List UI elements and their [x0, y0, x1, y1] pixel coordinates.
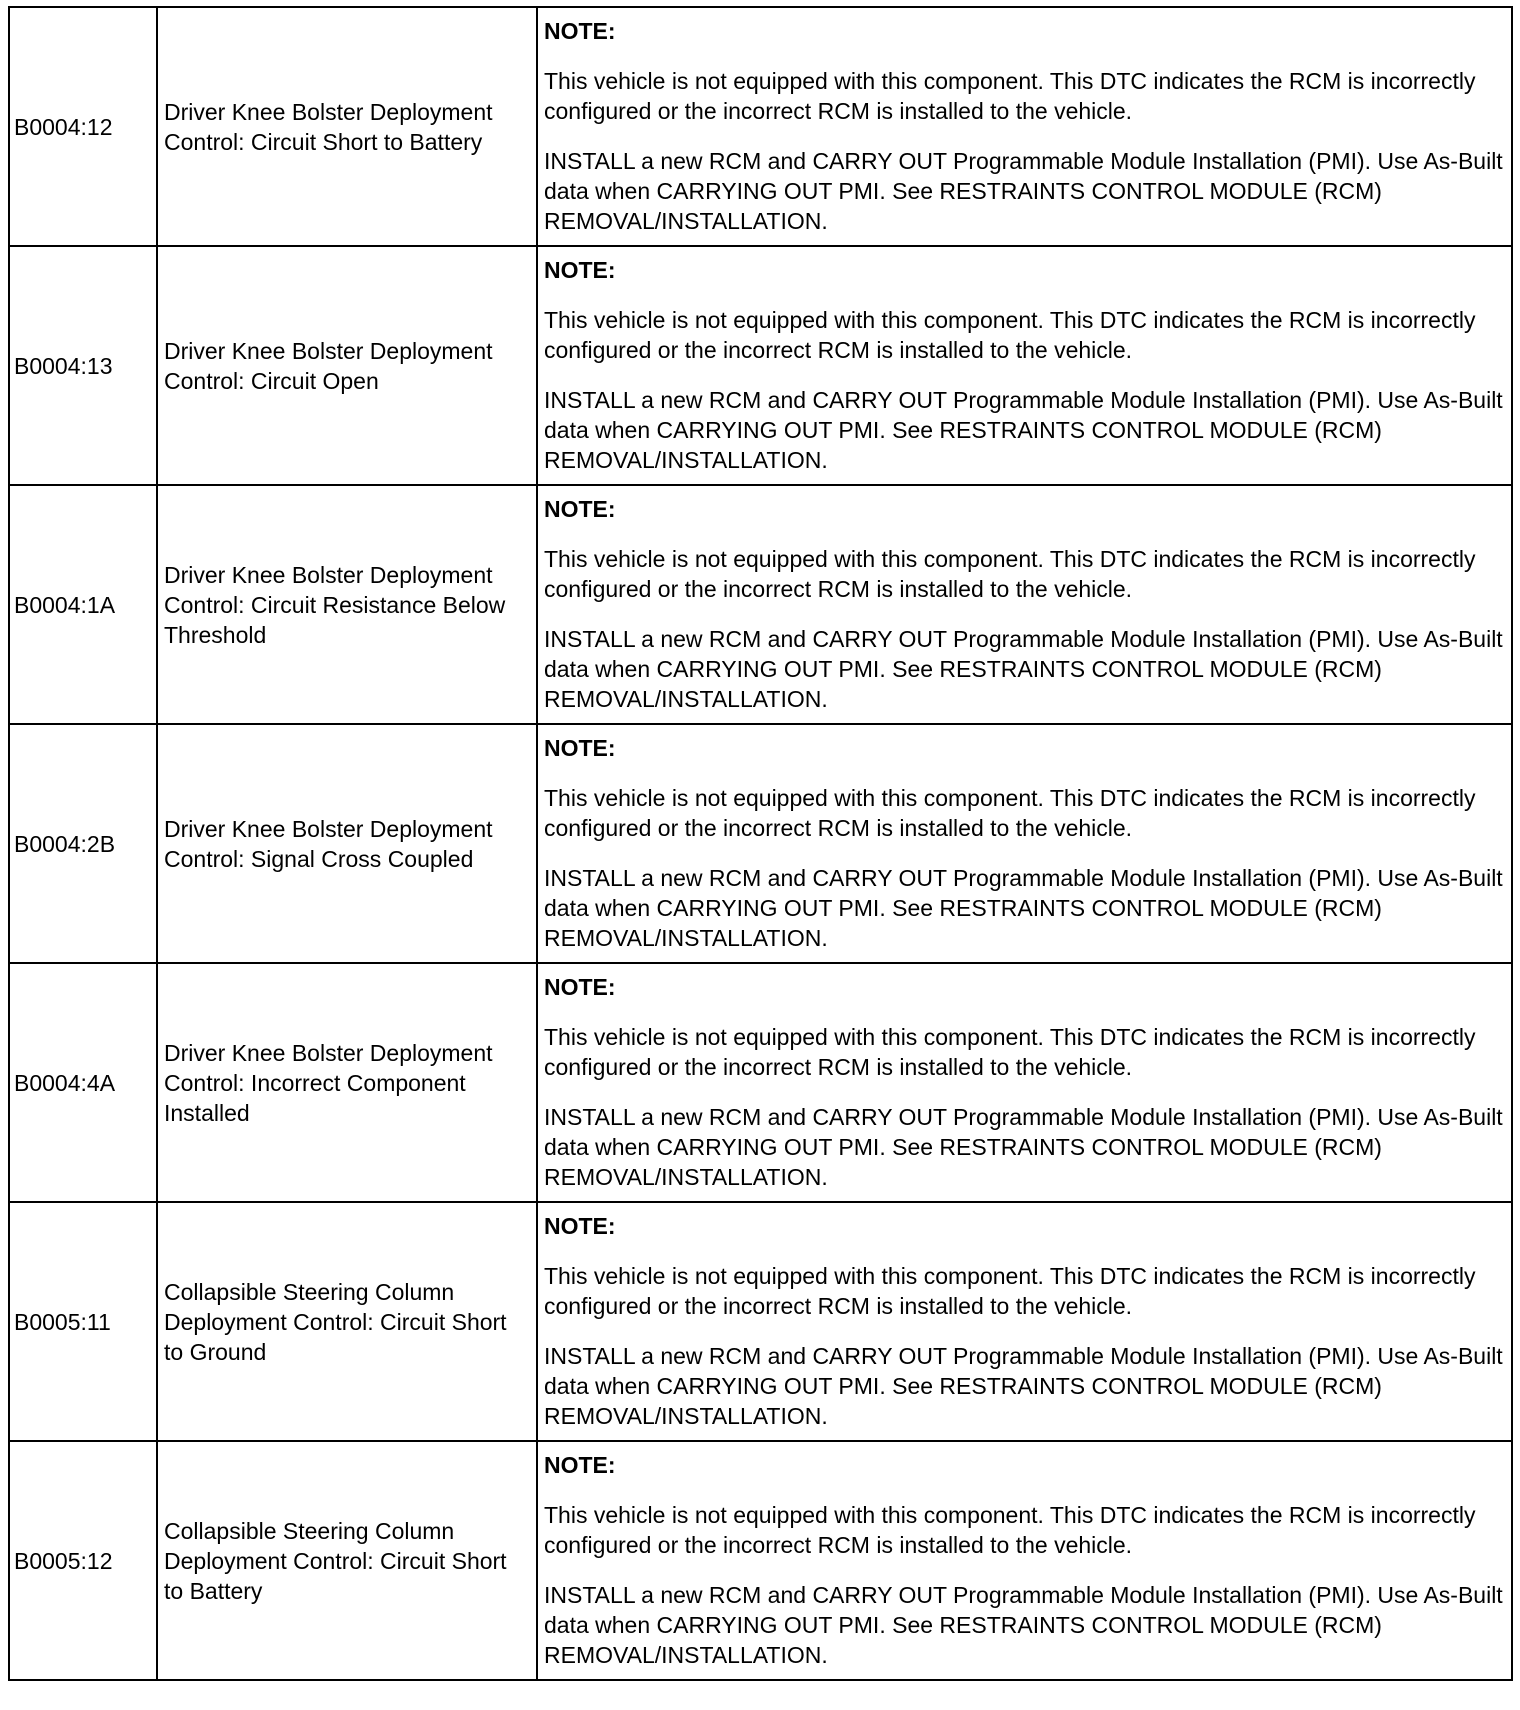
table-row: [9, 963, 1512, 1202]
dtc-description: Collapsible Steering Column Deployment Control: Circuit Short to Battery: [157, 1441, 537, 1680]
action-text: INSTALL a new RCM and CARRY OUT Programmable Module Installation (PMI). Use As-Built data when CARRYING OUT PMI. See RESTRAINTS CONTROL MODULE (RCM) REMOVAL/INSTALLATION.: [544, 148, 1503, 234]
note-text: This vehicle is not equipped with this component. This DTC indicates the RCM is incorrectly configured or the incorrect RCM is installed to the vehicle.: [544, 307, 1476, 363]
note-label: NOTE:: [544, 257, 616, 283]
note-text: This vehicle is not equipped with this component. This DTC indicates the RCM is incorrectly configured or the incorrect RCM is installed to the vehicle.: [544, 1263, 1476, 1319]
action-text: INSTALL a new RCM and CARRY OUT Programmable Module Installation (PMI). Use As-Built data when CARRYING OUT PMI. See RESTRAINTS CONTROL MODULE (RCM) REMOVAL/INSTALLATION.: [544, 1582, 1503, 1668]
dtc-code: B0004:12: [9, 7, 157, 246]
note-text: This vehicle is not equipped with this component. This DTC indicates the RCM is incorrectly configured or the incorrect RCM is installed to the vehicle.: [544, 68, 1476, 124]
dtc-code: B0005:12: [9, 1441, 157, 1680]
dtc-code: B0004:4A: [9, 963, 157, 1202]
table-row: [9, 1202, 1512, 1441]
table-row: [9, 724, 1512, 963]
action-text: INSTALL a new RCM and CARRY OUT Programmable Module Installation (PMI). Use As-Built data when CARRYING OUT PMI. See RESTRAINTS CONTROL MODULE (RCM) REMOVAL/INSTALLATION.: [544, 626, 1503, 712]
note-text: This vehicle is not equipped with this component. This DTC indicates the RCM is incorrectly configured or the incorrect RCM is installed to the vehicle.: [544, 1502, 1476, 1558]
dtc-description: Driver Knee Bolster Deployment Control: Signal Cross Coupled: [157, 724, 537, 963]
dtc-description: Driver Knee Bolster Deployment Control: Circuit Resistance Below Threshold: [157, 485, 537, 724]
note-label: NOTE:: [544, 974, 616, 1000]
action-text: INSTALL a new RCM and CARRY OUT Programmable Module Installation (PMI). Use As-Built data when CARRYING OUT PMI. See RESTRAINTS CONTROL MODULE (RCM) REMOVAL/INSTALLATION.: [544, 1104, 1503, 1190]
dtc-action-cell: [537, 1202, 1512, 1441]
dtc-action-cell: [537, 485, 1512, 724]
note-label: NOTE:: [544, 18, 616, 44]
action-text: INSTALL a new RCM and CARRY OUT Programmable Module Installation (PMI). Use As-Built data when CARRYING OUT PMI. See RESTRAINTS CONTROL MODULE (RCM) REMOVAL/INSTALLATION.: [544, 1343, 1503, 1429]
dtc-description: Collapsible Steering Column Deployment Control: Circuit Short to Ground: [157, 1202, 537, 1441]
action-text: INSTALL a new RCM and CARRY OUT Programmable Module Installation (PMI). Use As-Built data when CARRYING OUT PMI. See RESTRAINTS CONTROL MODULE (RCM) REMOVAL/INSTALLATION.: [544, 387, 1503, 473]
dtc-code: B0004:2B: [9, 724, 157, 963]
note-label: NOTE:: [544, 1452, 616, 1478]
note-text: This vehicle is not equipped with this component. This DTC indicates the RCM is incorrectly configured or the incorrect RCM is installed to the vehicle.: [544, 785, 1476, 841]
dtc-code: B0004:13: [9, 246, 157, 485]
dtc-action-cell: [537, 724, 1512, 963]
note-text: This vehicle is not equipped with this component. This DTC indicates the RCM is incorrectly configured or the incorrect RCM is installed to the vehicle.: [544, 1024, 1476, 1080]
dtc-action-cell: [537, 963, 1512, 1202]
dtc-table: [8, 6, 1513, 1681]
dtc-action-cell: [537, 7, 1512, 246]
dtc-action-cell: [537, 1441, 1512, 1680]
dtc-description: Driver Knee Bolster Deployment Control: Incorrect Component Installed: [157, 963, 537, 1202]
table-row: [9, 246, 1512, 485]
note-label: NOTE:: [544, 496, 616, 522]
dtc-code: B0004:1A: [9, 485, 157, 724]
note-text: This vehicle is not equipped with this component. This DTC indicates the RCM is incorrectly configured or the incorrect RCM is installed to the vehicle.: [544, 546, 1476, 602]
dtc-description: Driver Knee Bolster Deployment Control: Circuit Short to Battery: [157, 7, 537, 246]
table-row: [9, 485, 1512, 724]
dtc-action-cell: [537, 246, 1512, 485]
table-row: [9, 1441, 1512, 1680]
note-label: NOTE:: [544, 735, 616, 761]
table-row: [9, 7, 1512, 246]
action-text: INSTALL a new RCM and CARRY OUT Programmable Module Installation (PMI). Use As-Built data when CARRYING OUT PMI. See RESTRAINTS CONTROL MODULE (RCM) REMOVAL/INSTALLATION.: [544, 865, 1503, 951]
dtc-code: B0005:11: [9, 1202, 157, 1441]
note-label: NOTE:: [544, 1213, 616, 1239]
dtc-description: Driver Knee Bolster Deployment Control: Circuit Open: [157, 246, 537, 485]
